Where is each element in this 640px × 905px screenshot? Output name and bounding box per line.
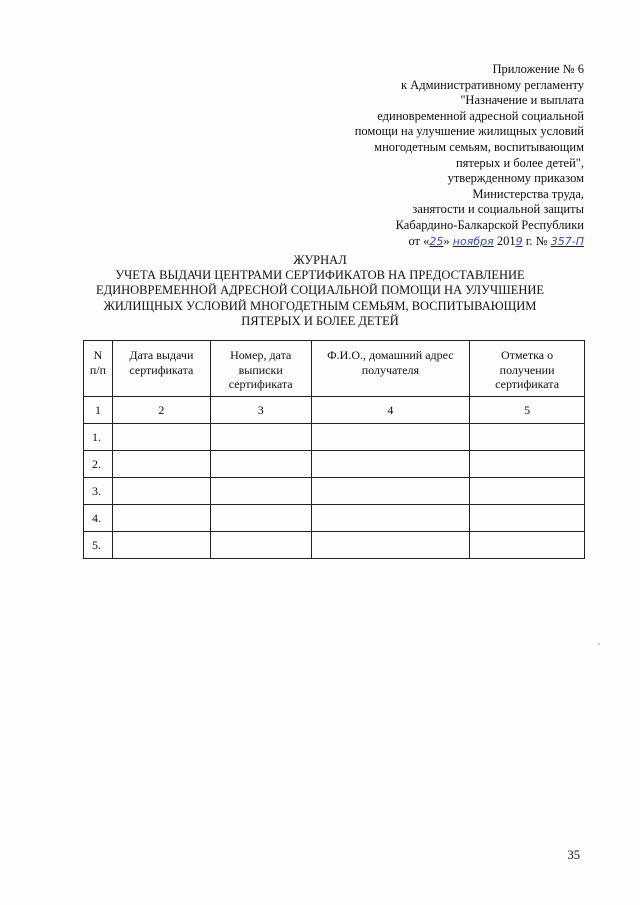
column-number: 3 <box>210 397 311 424</box>
header-text: Ф.И.О., домашний адрес <box>327 348 454 362</box>
header-text: сертификата <box>495 377 560 391</box>
empty-cell <box>112 451 210 478</box>
column-number-row <box>84 397 585 424</box>
table-row <box>84 451 585 478</box>
empty-cell <box>112 478 210 505</box>
empty-cell <box>470 505 585 532</box>
date-year-prefix: 201 <box>493 233 516 248</box>
column-number: 1 <box>84 397 113 424</box>
approval-line: многодетным семьям, воспитывающим <box>374 139 584 154</box>
header-text: Дата выдачи <box>129 348 194 362</box>
title-line: ЕДИНОВРЕМЕННОЙ АДРЕСНОЙ СОЦИАЛЬНОЙ ПОМОЩИ НА УЛУЧШЕНИЕ <box>95 283 545 298</box>
date-year-suffix: г. № <box>522 233 551 248</box>
empty-cell <box>210 505 311 532</box>
approval-line: помощи на улучшение жилищных условий <box>354 124 584 139</box>
header-text: Отметка о <box>501 348 554 362</box>
approval-line: Приложение № 6 <box>492 62 584 76</box>
header-text: получателя <box>361 362 420 377</box>
empty-cell <box>470 451 585 478</box>
header-text: сертификата <box>129 362 194 377</box>
empty-cell <box>311 532 470 559</box>
journal-table <box>83 340 585 559</box>
column-number: 2 <box>112 397 210 424</box>
header-recipient <box>311 341 470 397</box>
header-text: выписки <box>238 362 283 377</box>
approval-line: утвержденному приказом <box>447 171 584 186</box>
header-number <box>84 341 113 397</box>
table-row <box>84 532 585 559</box>
handwritten-day: 25 <box>429 234 444 248</box>
column-number: 5 <box>470 397 585 424</box>
empty-cell <box>112 505 210 532</box>
empty-cell <box>470 424 585 451</box>
scan-speck <box>598 643 600 645</box>
approval-line: Министерства труда, <box>472 186 584 201</box>
table-header-row <box>84 341 585 397</box>
empty-cell <box>470 532 585 559</box>
header-issue-date <box>112 341 210 397</box>
approval-line: "Назначение и выплата <box>460 93 584 108</box>
empty-cell <box>210 532 311 559</box>
page-number: 35 <box>567 848 580 862</box>
approval-line: пятерых и более детей", <box>455 155 584 170</box>
empty-cell <box>210 478 311 505</box>
empty-cell <box>311 424 470 451</box>
approval-date-line <box>284 234 584 250</box>
approval-line: единовременной адресной социальной <box>377 108 584 123</box>
empty-cell <box>311 451 470 478</box>
header-text: п/п <box>89 362 107 377</box>
table-row <box>84 424 585 451</box>
title-line: ЖИЛИЩНЫХ УСЛОВИЙ МНОГОДЕТНЫМ СЕМЬЯМ, ВОСПИТЫВАЮЩИМ <box>103 298 537 313</box>
handwritten-month: ноября <box>452 234 494 248</box>
handwritten-year-digit: 9 <box>515 234 523 248</box>
approval-line: к Административному регламенту <box>400 77 584 92</box>
header-text: N <box>93 348 103 362</box>
empty-cell <box>311 478 470 505</box>
header-statement-number <box>210 341 311 397</box>
empty-cell <box>470 478 585 505</box>
empty-cell <box>112 424 210 451</box>
empty-cell <box>311 505 470 532</box>
date-prefix: от « <box>408 233 430 248</box>
header-text: сертификата <box>228 377 293 391</box>
empty-cell <box>210 424 311 451</box>
approval-line: Кабардино-Балкарской Республики <box>395 217 584 232</box>
handwritten-order-number: 357-П <box>550 234 584 248</box>
table-row <box>84 505 585 532</box>
date-separator: » <box>443 233 453 248</box>
row-number: 2. <box>84 451 113 478</box>
row-number: 5. <box>84 532 113 559</box>
row-number: 1. <box>84 424 113 451</box>
empty-cell <box>210 451 311 478</box>
empty-cell <box>112 532 210 559</box>
approval-block <box>284 62 584 249</box>
header-text: Номер, дата <box>230 348 292 362</box>
title-line: ЖУРНАЛ <box>293 253 347 267</box>
title-line: ПЯТЕРЫХ И БОЛЕЕ ДЕТЕЙ <box>241 313 399 328</box>
row-number: 3. <box>84 478 113 505</box>
title-line: УЧЕТА ВЫДАЧИ ЦЕНТРАМИ СЕРТИФИКАТОВ НА ПРЕДОСТАВЛЕНИЕ <box>115 268 525 283</box>
header-receipt-mark <box>470 341 585 397</box>
header-text: получении <box>499 362 555 377</box>
approval-line: занятости и социальной защиты <box>412 202 584 217</box>
column-number: 4 <box>311 397 470 424</box>
row-number: 4. <box>84 505 113 532</box>
table-row <box>84 478 585 505</box>
journal-title <box>70 253 570 329</box>
